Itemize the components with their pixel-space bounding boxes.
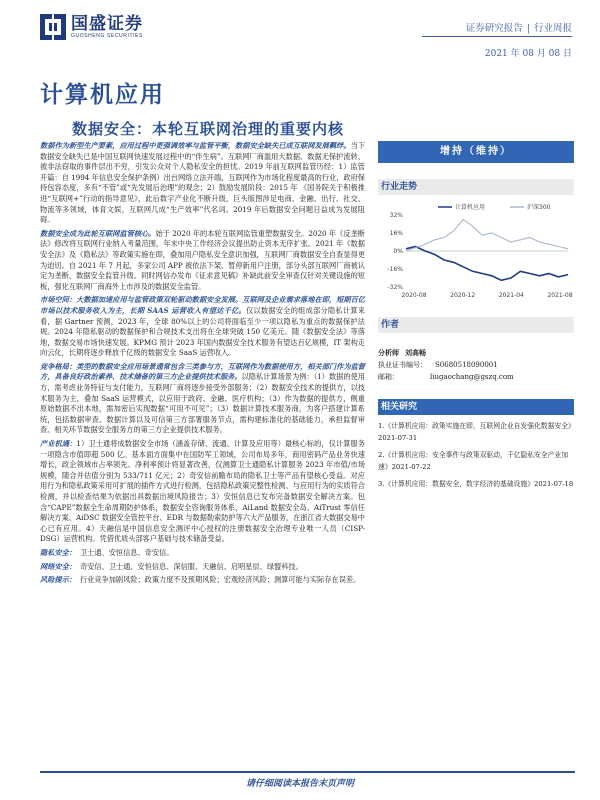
analyst-name: 刘高畅 [405,349,426,357]
paragraph-text: 始于 2020 年的本轮互联网监管重塑数据安全。2020 年《反垄断法》修改将互联网行业纳入考量范围，年末中央工作经济会议提出防止资本无序扩张。2021 年《数据安全法》及《隐私法》等政策实施在即，叠加用户隐私安全意识加强，互联网厂商数据安全自查显得更为迫切。自 2021 年 7 月起，多家公司 APP 被依法下架、暂停新用户注册，部分头部互联网厂商被认定为垄断，数据安全监管升级。同时网信办发布《征求意见稿》补缺此前安全审查仅针对关键设施的短板，强化互联网厂商海外上市涉及的数据安全监管。 [40,228,365,291]
paragraph-lead: 产业机遇： [40,439,77,449]
paragraph-lead: 网络安全： [40,561,76,571]
related-list [378,421,574,491]
paragraph-lead: 竞争格局：类型的数据安全应用场景通常包含三类参与方，互联网作为数据使用方，相关部门作为监督方，具备良好政治素养、技术储备的第三方企业提供技术服务。 [40,361,365,382]
email-label: 邮箱： [378,373,399,381]
report-title: 数据安全：本轮互联网治理的重要内核 [72,120,345,138]
related-item[interactable]: 2.《计算机应用：安全事件与政策双驱动，千亿隐私安全产业加速》2021-07-22 [378,451,568,471]
summary-paragraph [40,362,365,436]
x-tick-label: 2021-08 [547,292,573,299]
related-item[interactable]: 3.《计算机应用：数据安全，数字经济的基础设施》2021-07-18 [378,480,574,488]
y-tick-label: 32% [389,212,403,219]
paragraph-text: 1）卫士通将成数据安全市场（涵盖存储、流通、计算及应用等）最核心标的，仅计算服务一项隐含市值即超 500 亿。基本面方面集中在国防军工领域，公司布局多年，商用密码产品业务快速增长，政企领域市占率领先。净利率预计将显著改善，仅测算卫士通隐私计算服务 2023 年市值/市场规模，随合并估值分别为 533/711 亿元；2）奇安信前瞻布局的隐私卫士等产品有望核心受益。对应用行为和隐私政策采用可扩展的插件方式进行检测，包括隐私政策完整性检测、与应用行为的实质符合检测，并以检查结果为依据出具数据出境风险报告；3）安恒信息已发布完备数据安全解决方案。包含“CAPE”数据全生命周期防护体系，数据安全咨询服务体系，AiLand 数据安全岛、AiTrust 零信任解决方案、AiDSC 数据安全管控平台、EDR 与数据勒索防护等六大产品服务，在浙江省大数据交易中心已有应用。4）天融信是中国信息安全测评中心授权的注册数据安全治理专业唯一人员（CISP-DSG）运营机构。凭借优质头部客户基础与技术储备受益。 [40,439,365,544]
analyst-name-row [378,347,574,359]
trend-chart-svg [378,201,574,301]
analyst-role: 分析师 [378,349,399,357]
series-line-0 [406,247,568,281]
paragraph-text: 奇安信、卫士通、安恒信息、深信服、天融信、启明星辰、绿盟科技。 [79,561,303,571]
paragraph-text: 当下数据安全缺失已是中国互联网快速发展过程中的“伴生病”。互联网厂商滥用大数据、数据无保护流转、被非法窃取的事件层出不穷，引发公众对个人隐私安全的担忧。2019 年前互联网监管历经：1）监管开篇：自 1994 年信息安全保护条例）出台网络立法开端，互联网作为市场化程度最高的行业，政府保持包容态度，多有“不管”或“先发展后治理”的观念；2）鼓励发展阶段：2015 年 《国务院关于积极推进“互联网+”行动的指导意见》，此后数字产业化不断升级，巨头版图涉足电商、金融、出行、社交、物流等多领域，体育文娱。互联网几成“生产效率”代名词。2019 年后数据安全问题日益成为发展阻碍。 [40,141,365,225]
paragraph-lead: 风险提示： [40,575,76,585]
analyst-cert-row [378,359,574,371]
logo-mark-icon [40,14,66,40]
y-tick-label: -16% [387,266,403,273]
summary-body [40,141,365,589]
legend-label-0: 计算机应用 [455,204,486,211]
paragraph-lead: 数据作为新型生产要素，应用过程中更强调效率与监管平衡，数据安全缺失已成互联网发展羁绊。 [40,141,351,150]
paragraph-text: 行业竞争加剧风险；政策力度不及预期风险；宏观经济风险；测算可能与实际存在误差。 [79,575,361,585]
trend-chart [378,201,574,301]
footer-rule [40,771,575,773]
related-item[interactable]: 1.《计算机应用：政策实施在即，互联网企业自发强化数据安全》2021-07-31 [378,422,572,442]
y-tick-label: 0% [393,248,403,255]
summary-paragraph [40,548,365,559]
report-date: 2021 年 08 月 08 日 [484,49,572,59]
report-type: 证券研究报告 | 行业周报 [465,23,572,34]
sector-title: 计算机应用 [40,82,165,108]
paragraph-text: 卫士通、安恒信息、奇安信。 [79,547,174,557]
paragraph-text: 以隐私计算场景为例：（1）数据的使用方，需考虑业务特征与支付能力，互联网厂商将逐步接受外部服务；（2）数据安全技术的提供方，以技术服务为主，叠加 SaaS 运营模式，以应用于政府、金融、医疗机构；（3）作为数据的提供方，侧重原始数据不出本地，需加密后实现数据“可用不可见”；（3）数据计算技术服务商，为客户搭建计算系统，包括数据审查、数据计算以及可信第三方部署服务节点，需构建标准化的基础能力，承担监督审查、相关环节数据安全服务方的第三方企业提供技术服务。 [40,372,365,435]
x-tick-label: 2020-12 [450,292,476,299]
summary-paragraph [40,295,365,359]
logo-text-en: GUOSHENG SECURITIES [71,33,143,39]
paragraph-lead: 隐私安全： [40,547,76,557]
analyst-info [378,347,574,383]
paragraph-text: 仅以数据安全的组成部分隐私计算来看，据 Gartner 预测，2023 年，全球 80%以上的公司将面临至少一项以隐私为重点的数据保护法规。2024 年隐私驱动的数据保护和合规技术支出将在全球突破 150 亿美元。随《数据安全法》等落地，数据交易市场快速发展。KPMG 预计 2023 年国内数据安全技术服务有望达百亿规模，IT 架构走向云化，长期将逐步释放千亿级的数据安全 SaaS 运营收入。 [40,305,365,358]
summary-paragraph [40,439,365,545]
rating-badge: 增持（维持） [378,141,574,163]
email-value[interactable]: liugaochang@gszq.com [430,373,514,381]
x-tick-label: 2021-04 [498,292,524,299]
report-kind-label: 行业周报 [533,23,572,34]
logo-text-cn: 国盛证券 [71,14,143,34]
cert-value: S0680518090001 [435,361,498,369]
company-logo [40,14,143,40]
cert-label: 执业证书编号： [378,361,427,369]
footer-disclaimer: 请仔细阅读本报告末页声明 [245,779,354,789]
report-type-label: 证券研究报告 [465,23,523,34]
legend-label-1: 沪深300 [527,204,551,211]
related-heading: 相关研究 [378,399,574,415]
series-line-1 [406,220,568,252]
trend-heading: 行业走势 [378,179,574,195]
summary-paragraph [40,229,365,293]
y-tick-label: -32% [387,284,403,291]
summary-paragraph [40,141,365,226]
summary-paragraph [40,562,365,573]
paragraph-lead: 市场空间：大数据加速应用与监管政策双轮驱动数据安全发展。互联网及企业需求落地在即，短期百亿市场以技术服务收入为主，长期 SAAS 运营收入有望达千亿。 [40,295,365,315]
y-tick-label: 16% [389,230,403,237]
analyst-email-row [378,371,574,383]
analyst-heading: 作者 [378,317,574,333]
x-tick-label: 2020-08 [401,292,427,299]
sidebar [378,141,574,497]
report-meta [466,20,572,59]
summary-paragraph [40,575,365,586]
header-rule [422,36,572,37]
paragraph-lead: 数据安全成为此轮互联网监管核心。 [40,228,156,238]
